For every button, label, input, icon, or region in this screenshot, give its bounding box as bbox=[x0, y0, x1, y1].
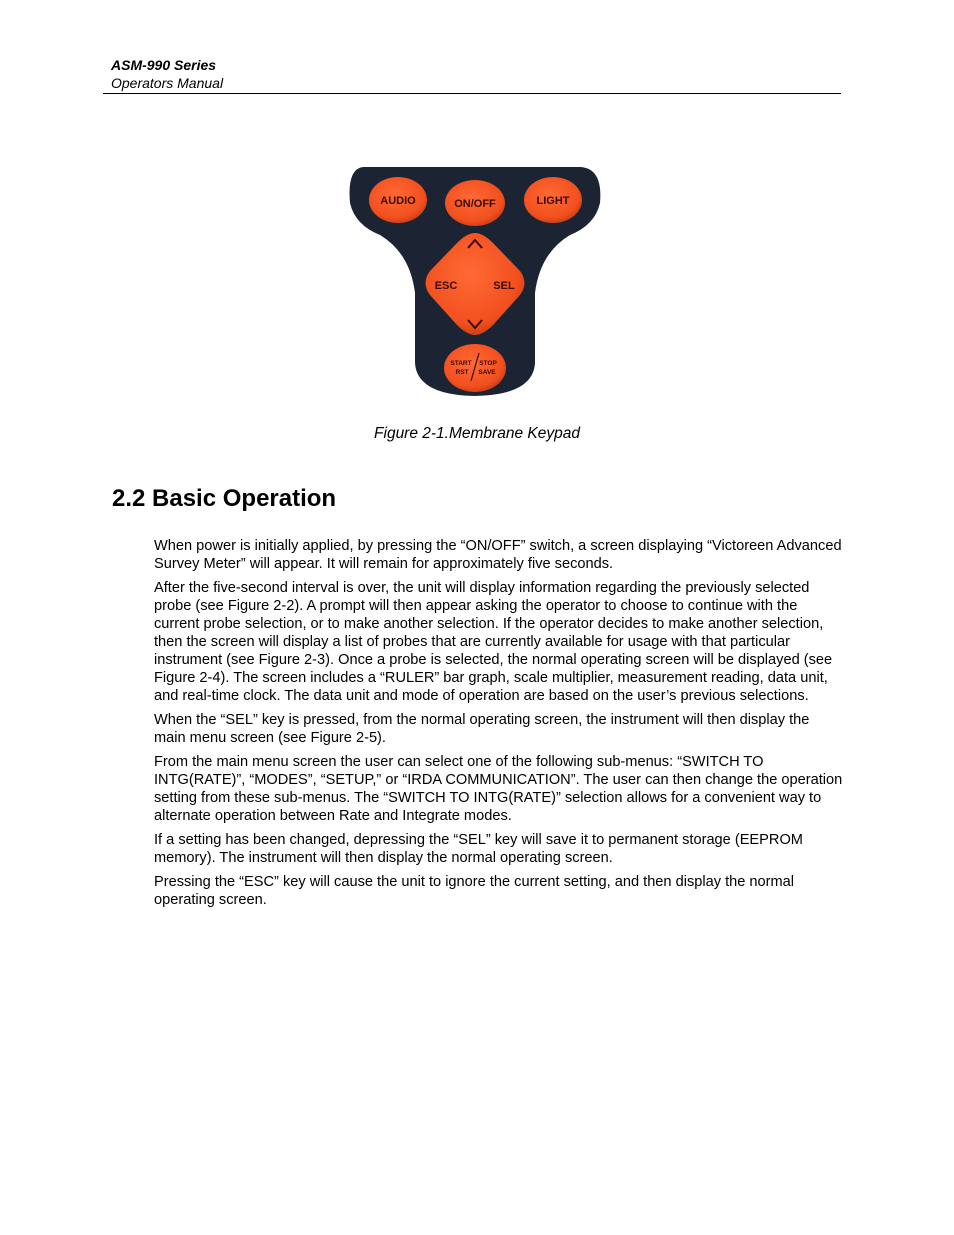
paragraph: If a setting has been changed, depressing the “SEL” key will save it to permanent storage (EEPROM memory). The instrument will then display the normal operating screen. bbox=[154, 832, 803, 866]
section-heading: 2.2 Basic Operation bbox=[112, 485, 337, 512]
manual-subtitle: Operators Manual bbox=[111, 75, 224, 91]
paragraph: From the main menu screen the user can select one of the following sub-menus: “SWITCH TO INTG(RATE)”, “MODES”, “SETUP,” or “IRDA COMMUNICATION”. The user can then change the operation setting from these sub-menus. The “SWITCH TO INTG(RATE)” selection allows for a convenient way to alternate operation between Rate and Integrate modes. bbox=[154, 754, 843, 824]
esc-key-label: ESC bbox=[434, 280, 458, 292]
light-key-label: LIGHT bbox=[536, 195, 570, 207]
sel-key-label: SEL bbox=[493, 280, 515, 292]
paragraph: When the “SEL” key is pressed, from the normal operating screen, the instrument will then display the main menu screen (see Figure 2-5). bbox=[154, 712, 810, 746]
membrane-keypad-figure bbox=[345, 163, 605, 398]
audio-key-label: AUDIO bbox=[380, 195, 416, 207]
series-title: ASM-990 Series bbox=[111, 57, 217, 73]
figure-caption: Figure 2-1.Membrane Keypad bbox=[374, 425, 580, 442]
on-off-key-label: ON/OFF bbox=[454, 198, 496, 210]
header-rule bbox=[103, 93, 841, 94]
paragraph: Pressing the “ESC” key will cause the unit to ignore the current setting, and then display the normal operating screen. bbox=[154, 874, 795, 908]
rst-label: RST bbox=[455, 369, 469, 376]
section-body bbox=[154, 537, 844, 915]
page-header bbox=[111, 56, 840, 92]
paragraph: When power is initially applied, by pressing the “ON/OFF” switch, a screen displaying “Victoreen Advanced Survey Meter” will appear. It will remain for approximately five seconds. bbox=[154, 538, 842, 572]
start-label: START bbox=[450, 360, 472, 367]
paragraph: After the five-second interval is over, the unit will display information regarding the previously selected probe (see Figure 2-2). A prompt will then appear asking the operator to choose to continue with the current probe selection, or to make another selection. If the operator decides to make another selection, then the screen will display a list of probes that are currently available for usage with that particular instrument (see Figure 2-3). Once a probe is selected, the normal operating screen will be displayed (see Figure 2-4). The screen includes a “RULER” bar graph, scale multiplier, measurement reading, data unit, and real-time clock. The data unit and mode of operation are based on the user’s previous selections. bbox=[154, 580, 833, 704]
save-label: SAVE bbox=[478, 369, 496, 376]
stop-label: STOP bbox=[479, 360, 497, 367]
